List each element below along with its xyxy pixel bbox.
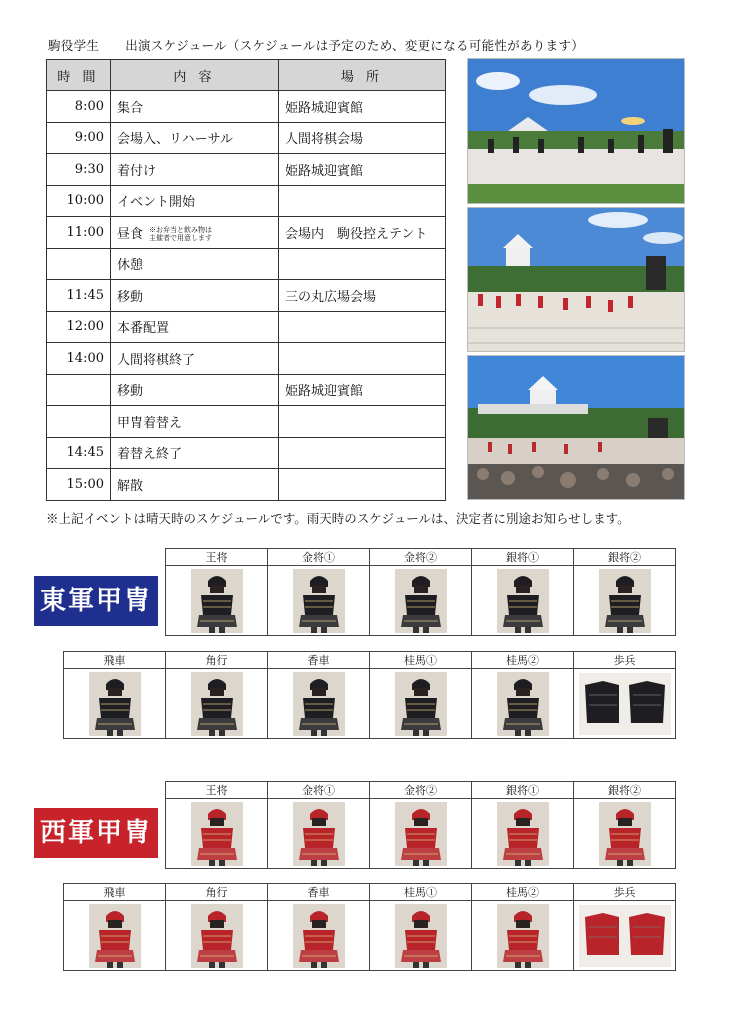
event-photo-castle-field — [467, 207, 685, 352]
schedule-place — [279, 406, 446, 438]
schedule-row — [47, 154, 446, 186]
schedule-content-text: 本番配置 — [117, 321, 170, 337]
armor-photo — [472, 669, 574, 739]
schedule-header-row — [47, 60, 446, 91]
armor-photo — [166, 566, 268, 636]
schedule-time: 14:00 — [47, 343, 111, 375]
armor-photo — [370, 901, 472, 971]
schedule-content-text: 集合 — [117, 100, 144, 116]
schedule-time — [47, 406, 111, 438]
schedule-place: 姫路城迎賓館 — [279, 91, 446, 123]
header-time: 時 間 — [47, 60, 111, 91]
schedule-time: 11:45 — [47, 280, 111, 312]
armor-photo — [268, 799, 370, 869]
schedule-time — [47, 248, 111, 280]
schedule-time: 8:00 — [47, 91, 111, 123]
lunch-note-line2: 主催者で用意します — [149, 234, 213, 242]
armor-photo — [370, 669, 472, 739]
west-army-banner: 西軍甲冑 — [34, 808, 158, 858]
armor-label: 角行 — [166, 652, 268, 669]
heading-role: 駒役学生 — [48, 38, 100, 53]
east-army-banner: 東軍甲冑 — [34, 576, 158, 626]
schedule-row — [47, 185, 446, 217]
schedule-content — [111, 437, 279, 469]
armor-photo — [268, 669, 370, 739]
armor-photo — [166, 799, 268, 869]
armor-photo — [64, 669, 166, 739]
schedule-row — [47, 248, 446, 280]
west-armor-row1 — [165, 781, 676, 869]
schedule-row — [47, 311, 446, 343]
schedule-place: 三の丸広場会場 — [279, 280, 446, 312]
schedule-content — [111, 154, 279, 186]
schedule-time: 9:30 — [47, 154, 111, 186]
schedule-content-text: 会場入、リハーサル — [117, 132, 233, 148]
weather-footnote: ※上記イベントは晴天時のスケジュールです。雨天時のスケジュールは、決定者に別途お知らせします。 — [46, 511, 630, 526]
schedule-time: 15:00 — [47, 469, 111, 501]
schedule-place — [279, 469, 446, 501]
armor-label: 金将① — [268, 782, 370, 799]
schedule-place — [279, 437, 446, 469]
schedule-content-text: 解散 — [117, 478, 144, 494]
schedule-row — [47, 437, 446, 469]
schedule-row — [47, 280, 446, 312]
lunch-note-line1: ※お弁当と飲み物は — [149, 226, 213, 234]
schedule-table — [46, 59, 446, 501]
schedule-place — [279, 311, 446, 343]
armor-label: 角行 — [166, 884, 268, 901]
schedule-time: 10:00 — [47, 185, 111, 217]
armor-label: 香車 — [268, 884, 370, 901]
east-armor-row2 — [63, 651, 676, 739]
east-armor-row1 — [165, 548, 676, 636]
armor-label: 桂馬① — [370, 652, 472, 669]
schedule-content — [111, 469, 279, 501]
armor-label: 王将 — [166, 782, 268, 799]
schedule-row — [47, 217, 446, 249]
armor-label: 桂馬② — [472, 652, 574, 669]
west-armor-row2 — [63, 883, 676, 971]
schedule-row — [47, 91, 446, 123]
schedule-place — [279, 343, 446, 375]
armor-photo — [268, 901, 370, 971]
schedule-content-text: 昼食 — [117, 226, 144, 242]
armor-photo — [472, 901, 574, 971]
schedule-content-text: 着替え終了 — [117, 447, 183, 463]
header-place: 場 所 — [279, 60, 446, 91]
schedule-row — [47, 469, 446, 501]
armor-label: 金将② — [370, 549, 472, 566]
armor-photo — [574, 901, 676, 971]
armor-label: 銀将② — [574, 782, 676, 799]
header-content: 内 容 — [111, 60, 279, 91]
armor-label: 金将① — [268, 549, 370, 566]
armor-photo — [370, 799, 472, 869]
schedule-place: 会場内 駒役控えテント — [279, 217, 446, 249]
schedule-time — [47, 374, 111, 406]
schedule-content-text: 移動 — [117, 384, 144, 400]
armor-photo — [64, 901, 166, 971]
schedule-time: 9:00 — [47, 122, 111, 154]
armor-label: 金将② — [370, 782, 472, 799]
schedule-time: 11:00 — [47, 217, 111, 249]
schedule-content-text: 着付け — [117, 163, 157, 179]
armor-photo — [574, 566, 676, 636]
schedule-content-text: 休憩 — [117, 258, 144, 274]
schedule-content — [111, 91, 279, 123]
armor-label: 桂馬① — [370, 884, 472, 901]
armor-photo — [370, 566, 472, 636]
schedule-content-text: 人間将棋終了 — [117, 352, 196, 368]
armor-photo — [574, 799, 676, 869]
page-heading — [48, 36, 584, 54]
schedule-content-text: イベント開始 — [117, 195, 196, 211]
schedule-place: 人間将棋会場 — [279, 122, 446, 154]
armor-photo — [166, 901, 268, 971]
armor-label: 銀将① — [472, 782, 574, 799]
schedule-place — [279, 248, 446, 280]
armor-photo — [472, 566, 574, 636]
armor-label: 歩兵 — [574, 652, 676, 669]
schedule-row — [47, 343, 446, 375]
schedule-time: 12:00 — [47, 311, 111, 343]
schedule-content — [111, 217, 279, 249]
schedule-content — [111, 248, 279, 280]
armor-photo — [472, 799, 574, 869]
armor-photo — [268, 566, 370, 636]
schedule-place — [279, 185, 446, 217]
schedule-content-text: 甲冑着替え — [117, 415, 183, 431]
schedule-time: 14:45 — [47, 437, 111, 469]
schedule-content — [111, 343, 279, 375]
event-photo-audience — [467, 355, 685, 500]
armor-photo — [574, 669, 676, 739]
schedule-place: 姫路城迎賓館 — [279, 374, 446, 406]
armor-label: 王将 — [166, 549, 268, 566]
schedule-content — [111, 374, 279, 406]
armor-label: 飛車 — [64, 884, 166, 901]
armor-label: 桂馬② — [472, 884, 574, 901]
schedule-row — [47, 122, 446, 154]
armor-label: 歩兵 — [574, 884, 676, 901]
schedule-content — [111, 406, 279, 438]
armor-photo — [166, 669, 268, 739]
armor-label: 銀将② — [574, 549, 676, 566]
schedule-content — [111, 122, 279, 154]
event-photo-stage — [467, 58, 685, 204]
schedule-place: 姫路城迎賓館 — [279, 154, 446, 186]
armor-label: 飛車 — [64, 652, 166, 669]
schedule-row — [47, 406, 446, 438]
schedule-content-text: 移動 — [117, 289, 144, 305]
lunch-note — [149, 226, 212, 242]
schedule-content — [111, 280, 279, 312]
armor-label: 銀将① — [472, 549, 574, 566]
schedule-content — [111, 185, 279, 217]
heading-title: 出演スケジュール（スケジュールは予定のため、変更になる可能性があります） — [125, 38, 585, 53]
schedule-row — [47, 374, 446, 406]
armor-label: 香車 — [268, 652, 370, 669]
schedule-content — [111, 311, 279, 343]
